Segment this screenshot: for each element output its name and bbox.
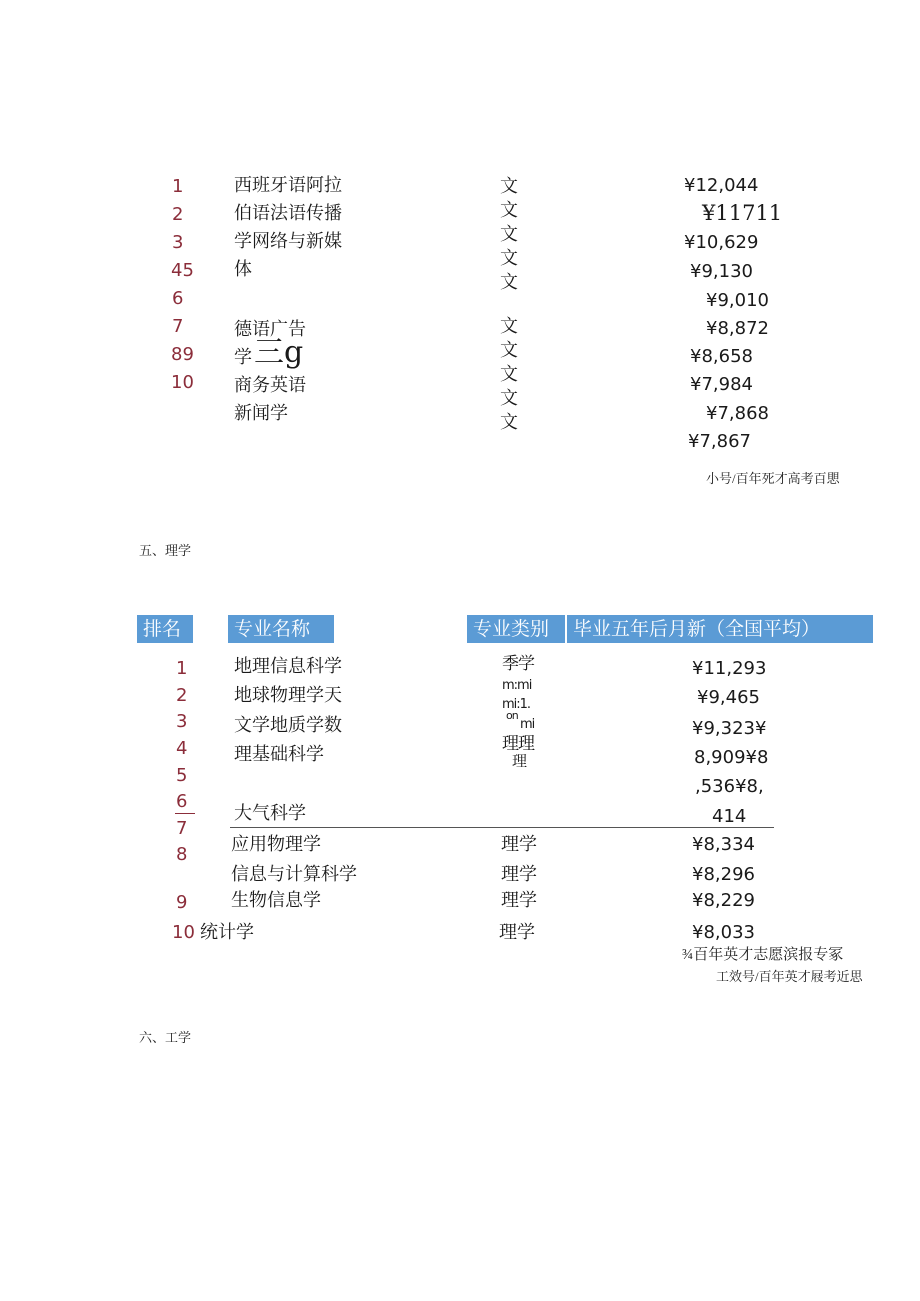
salary-value: ¥8,033 [692,922,755,943]
major-category: 文 [500,176,518,197]
rank-number: 10 [172,922,195,943]
garbled-category: m:mi [502,678,532,693]
source-note: ¾百年英才志愿滨报专冢 [682,947,844,963]
rank-number: 1 [172,176,184,197]
major-name: 西班牙语阿拉 [234,175,342,196]
rank-number: 8 [176,844,188,865]
major-name: 学网络与新媒 [234,231,342,252]
garbled-category: mi:1. [502,697,531,712]
source-note: 小号/百年死才高考百愳 [706,471,840,486]
header-rank: 排名 [137,615,193,643]
major-category: 文 [500,412,518,433]
salary-value: ¥9,465 [697,687,760,708]
major-category: 文 [500,272,518,293]
header-name: 专业名称 [228,615,334,643]
major-category: 文 [500,248,518,269]
salary-value: ¥8,658 [690,346,753,367]
salary-value: ¥7,867 [688,431,751,452]
major-name: 地理信息科学 [234,656,342,677]
major-category: 理学 [501,834,537,855]
rank-number: 3 [176,711,188,732]
salary-value: ,536¥8, [695,776,764,797]
rank-number: 10 [171,372,194,393]
divider [230,827,774,828]
rank-number: 6 [176,791,188,812]
rank-number: 9 [176,892,188,913]
major-category: 理学 [499,922,535,943]
salary-value: ¥9,130 [690,261,753,282]
rank-number: 45 [171,260,194,281]
rank-number: 89 [171,344,194,365]
salary-value: ¥8,334 [692,834,755,855]
garbled-category: 理理 [502,734,534,754]
salary-value: ¥8,229 [692,890,755,911]
major-name: 体 [234,259,252,280]
major-name: 生物信息学 [231,890,321,911]
rank-number: 4 [176,738,188,759]
major-category: 理学 [501,890,537,911]
salary-value: 414 [712,806,747,827]
salary-value: 8,909¥8 [694,747,769,768]
garbled-category: 季学 [502,654,534,674]
salary-value: ¥11,293 [692,658,767,679]
major-name: 大气科学 [234,803,306,824]
source-note: 工效号/百年英才屐考近思 [716,969,863,984]
major-name: 理基础科学 [234,744,324,765]
major-name: 统计学 [200,922,254,943]
salary-value: ¥7,984 [690,374,753,395]
rank-number: 6 [172,288,184,309]
major-name: 文学地质学数 [234,715,342,736]
major-name: 新闻学 [234,403,288,424]
major-name: 德语广告 [234,319,306,340]
major-name: 应用物理学 [231,834,321,855]
salary-value: ¥8,872 [706,318,769,339]
rank-number: 5 [176,765,188,786]
major-name: 学 [234,347,252,368]
garbled-category: 理 [512,752,527,770]
salary-value: ¥7,868 [706,403,769,424]
major-category: 文 [500,200,518,221]
garbled-category: mi [520,717,535,732]
section-heading: 五、理学 [139,543,192,558]
rank-number: 7 [172,316,184,337]
major-name: 商务英语 [234,375,306,396]
major-category: 文 [500,340,518,361]
salary-value: ¥8,296 [692,864,755,885]
salary-value: ¥12,044 [684,175,759,196]
salary-value: ¥10,629 [684,232,759,253]
major-category: 文 [500,364,518,385]
salary-value: ¥9,010 [706,290,769,311]
garbled-category: on [506,709,518,722]
rank-number: 2 [176,685,188,706]
garbled-glyph: 三g [254,335,304,370]
major-category: 文 [500,224,518,245]
divider [175,813,195,814]
section-heading: 六、工学 [139,1030,192,1045]
major-name: 伯语法语传播 [234,203,342,224]
rank-number: 2 [172,204,184,225]
header-category: 专业类别 [467,615,565,643]
major-category: 理学 [501,864,537,885]
rank-number: 3 [172,232,184,253]
major-category: 文 [500,316,518,337]
rank-number: 7 [176,818,188,839]
major-name: 地球物理学天 [234,685,342,706]
major-name: 信息与计算科学 [231,864,357,885]
salary-value: ¥9,323¥ [692,718,767,739]
rank-number: 1 [176,658,188,679]
major-category: 文 [500,388,518,409]
salary-value: ¥11711 [702,201,783,225]
header-salary: 毕业五年后月新（全国平均） [567,615,873,643]
